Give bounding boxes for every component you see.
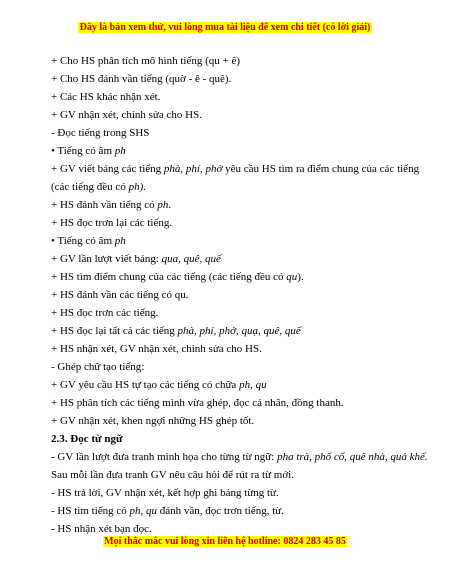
text-run: đánh vần, đọc trơn tiếng, từ. [157,505,284,517]
text-run: yêu cầu HS tìm ra điểm chung của các tiếng [222,163,420,175]
italic-run: phà, phí, phở, quạ, quê, quế [177,325,301,337]
text-line [51,142,403,160]
text-run: + HS nhận xét, GV nhận xét, chỉnh sửa cho HS. [51,343,262,355]
bold-run: 2.3. Đọc từ ngữ [51,433,123,445]
text-line [51,322,403,340]
text-line [51,88,403,106]
text-run: + HS tìm điểm chung của các tiếng (các tiếng đều có [51,271,287,283]
text-line [51,484,403,502]
italic-run: ph [114,235,126,247]
italic-run: ph, qu [129,505,158,517]
text-line [51,70,403,88]
text-run: - HS nhận xét bạn đọc. [51,523,152,535]
text-run: + Cho HS đánh vần tiếng (quờ - ê - quê). [51,73,232,85]
text-run: - Ghép chữ tạo tiếng: [51,361,145,373]
text-run: + GV lần lượt viết bảng: [51,253,162,265]
italic-run: ph, qu [239,379,267,391]
text-run: + GV yêu cầu HS tự tạo các tiếng có chữa [51,379,240,391]
italic-run: qu [286,271,298,283]
text-run: + HS đọc trơn lại các tiếng. [51,217,173,229]
text-run: + Các HS khác nhận xét. [51,91,161,103]
text-run: + GV nhận xét, khen ngợi những HS ghép tốt. [51,415,255,427]
text-line [51,214,403,232]
text-line [51,52,403,70]
text-run: + HS đánh vần tiếng có [51,199,158,211]
text-line [51,232,403,250]
text-run: ). [297,271,304,283]
text-line [51,304,403,322]
italic-run: ph [114,145,126,157]
italic-run: ph [157,199,169,211]
preview-banner-text: Đây là bản xem thử, vui lòng mua tài liệu để xem chi tiết (có lời giải) [79,22,371,33]
text-run: + GV viết bảng các tiếng [51,163,164,175]
text-run: Sau mỗi lần đưa tranh GV nêu câu hỏi để rút ra từ mới. [51,469,294,481]
text-line [51,178,403,196]
text-line [51,106,403,124]
text-run: • Tiếng có âm [51,235,115,247]
text-run: • Tiếng có âm [51,145,115,157]
text-run: - GV lần lượt đưa tranh minh họa cho từng từ ngữ: [51,451,278,463]
italic-run: qua, quê, quế [161,253,221,265]
preview-banner [0,22,450,33]
text-run: (các tiếng đều có [51,181,129,193]
text-line [51,502,403,520]
text-line [51,448,428,466]
text-line [51,196,403,214]
text-run: + HS đọc lại tất cả các tiếng [51,325,178,337]
italic-run: ph). [128,181,146,193]
text-line [51,358,403,376]
text-line [51,376,403,394]
document-body [51,52,428,538]
text-run: . [168,199,172,211]
text-run: - HS tìm tiếng có [51,505,130,517]
text-line [51,160,420,178]
text-line [51,394,403,412]
text-run: + HS đọc trơn các tiếng. [51,307,159,319]
text-line [51,268,403,286]
text-run: + Cho HS phân tích mô hình tiếng (qu + ê) [51,55,240,67]
text-run: + HS đánh vần các tiếng có qu. [51,289,189,301]
text-run: + GV nhận xét, chỉnh sửa cho HS. [51,109,202,121]
text-run: - HS trả lời, GV nhận xét, kết hợp ghi bảng từng từ. [51,487,279,499]
text-line [51,466,403,484]
text-line [51,340,403,358]
text-line [51,412,403,430]
text-line [51,286,403,304]
italic-run: pha trà, phố cổ, quê nhà, quả khế. [277,451,428,463]
text-line [51,124,403,142]
hotline-banner-text: Mọi thắc mắc vui lòng xin liên hệ hotline: 0824 283 45 85 [104,536,346,547]
text-run: + HS phân tích các tiếng mình vừa ghép, đọc cá nhân, đồng thanh. [51,397,344,409]
text-line [51,250,403,268]
italic-run: phà, phí, phở [163,163,223,175]
section-heading [51,430,403,448]
text-run: - Đọc tiếng trong SHS [51,127,150,139]
hotline-banner [0,536,450,547]
